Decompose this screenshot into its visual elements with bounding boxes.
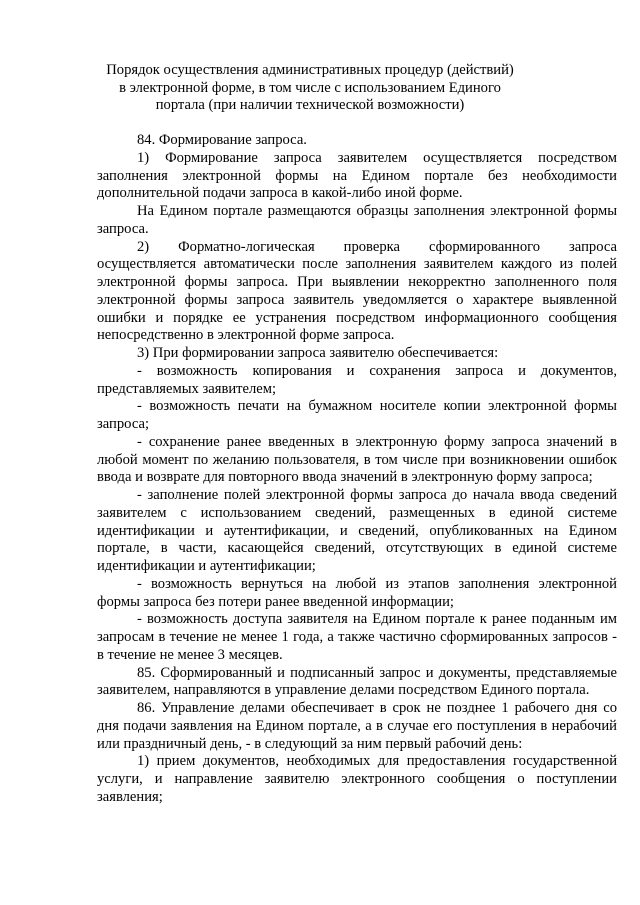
paragraph-84-1-samples: На Едином портале размещаются образцы заполнения электронной формы запроса.	[97, 203, 617, 237]
paragraph-84-heading: 84. Формирование запроса.	[137, 132, 307, 148]
document-body	[97, 132, 617, 807]
paragraph-86: 86. Управление делами обеспечивает в срок не позднее 1 рабочего дня со дня подачи заявления на Едином портале, а в случае его поступления в нерабочий или праздничный день, - в следующий за ним первый рабочий день:	[97, 700, 617, 752]
paragraph-86-1: 1) прием документов, необходимых для предоставления государственной услуги, и направление заявителю электронного сообщения о поступлении заявления;	[97, 753, 617, 805]
section-title-line: в электронной форме, в том числе с использованием Единого	[119, 79, 501, 96]
list-item: - заполнение полей электронной формы запроса до начала ввода сведений заявителем с использованием сведений, размещенных в единой системе идентификации и аутентификации, и сведений, опубликованных на Едином портале, в части, касающейся сведений, отсутствующих в единой системе идентификации и аутентификации;	[97, 487, 617, 574]
list-item: - возможность доступа заявителя на Едином портале к ранее поданным им запросам в течение не менее 1 года, а также частично сформированных запросов - в течение не менее 3 месяцев.	[97, 611, 617, 663]
paragraph-84-3: 3) При формировании запроса заявителю обеспечивается:	[137, 345, 499, 361]
section-title	[96, 62, 524, 115]
paragraph-85: 85. Сформированный и подписанный запрос и документы, представляемые заявителем, направляются в управление делами посредством Единого портала.	[97, 664, 617, 699]
section-title-line: портала (при наличии технической возможности)	[155, 97, 465, 113]
list-item: - возможность копирования и сохранения запроса и документов, представляемых заявителем;	[97, 362, 617, 397]
paragraph-84-1: 1) Формирование запроса заявителем осуществляется посредством заполнения электронной формы на Едином портале без необходимости дополнительной подачи запроса в какой-либо иной форме.	[97, 149, 617, 202]
paragraph-84-2: 2) Форматно-логическая проверка сформированного запроса осуществляется автоматически после заполнения заявителем каждого из полей электронной формы запроса. При выявлении некорректно заполненного поля электронной формы запроса заявитель уведомляется о характере выявленной ошибки и порядке ее устранения посредством информационного сообщения непосредственно в электронной форме запроса.	[97, 238, 617, 344]
list-item: - сохранение ранее введенных в электронную форму запроса значений в любой момент по желанию пользователя, в том числе при возникновении ошибок ввода и возврате для повторного ввода значений в электронную форму запроса;	[97, 433, 617, 486]
list-item: - возможность вернуться на любой из этапов заполнения электронной формы запроса без потери ранее введенной информации;	[97, 575, 617, 610]
list-item: - возможность печати на бумажном носителе копии электронной формы запроса;	[97, 398, 617, 432]
section-title-line: Порядок осуществления административных процедур (действий)	[106, 62, 514, 78]
